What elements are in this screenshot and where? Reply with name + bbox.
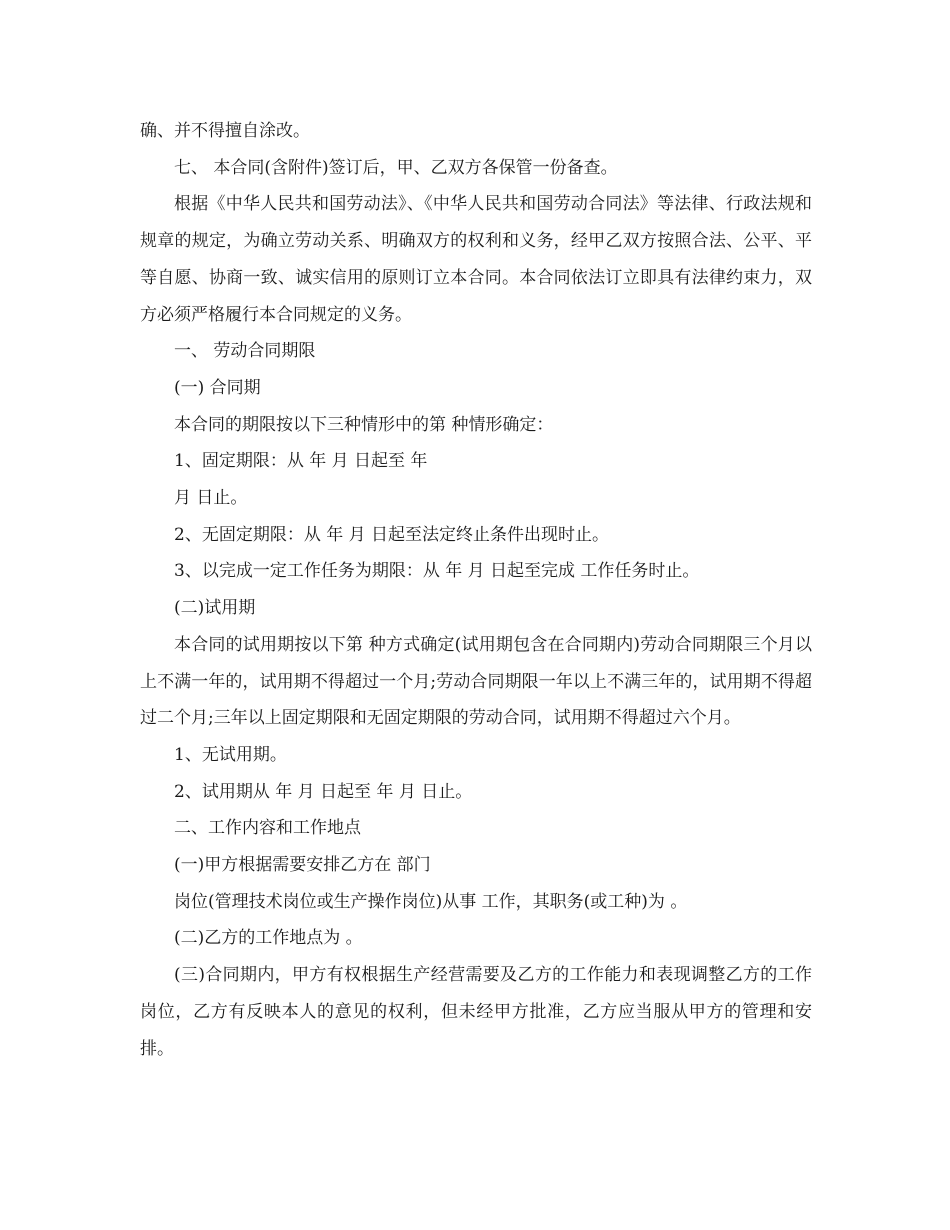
paragraph: (二)试用期 (174, 598, 256, 619)
paragraph: 一、 劳动合同期限 (174, 341, 316, 362)
paragraph: 本合同的试用期按以下第 种方式确定(试用期包含在合同期内)劳动合同期限三个月以上不满一年的，试用期不得超过一个月;劳动合同期限一年以上不满三年的，试用期不得超过二个月;三年以上固定期限和无固定期限的劳动合同，试用期不得超过六个月。 (140, 634, 812, 729)
paragraph: (二)乙方的工作地点为 。 (174, 928, 363, 949)
paragraph: 确、并不得擅自涂改。 (140, 121, 310, 141)
paragraph: 七、 本合同(含附件)签订后，甲、乙双方各保管一份备查。 (174, 157, 618, 178)
paragraph: 二、工作内容和工作地点 (174, 818, 361, 839)
paragraph: 根据《中华人民共和国劳动法》、《中华人民共和国劳动合同法》等法律、行政法规和规章的规定，为确立劳动关系、明确双方的权利和义务，经甲乙双方按照合法、公平、平等自愿、协商一致、诚实信用的原则订立本合同。本合同依法订立即具有法律约束力，双方必须严格履行本合同规定的义务。 (140, 194, 812, 325)
document-body (140, 113, 812, 1067)
paragraph: 3、以完成一定工作任务为期限：从 年 月 日起至完成 工作任务时止。 (174, 561, 700, 582)
paragraph: (一)甲方根据需要安排乙方在 部门 (174, 855, 431, 876)
paragraph: 2、无固定期限：从 年 月 日起至法定终止条件出现时止。 (174, 524, 610, 545)
paragraph: 本合同的期限按以下三种情形中的第 种情形确定： (174, 414, 554, 435)
paragraph: 岗位(管理技术岗位或生产操作岗位)从事 工作，其职务(或工种)为 。 (174, 891, 688, 912)
paragraph: (一) 合同期 (174, 377, 261, 398)
paragraph: 1、固定期限：从 年 月 日起至 年 (174, 451, 428, 472)
paragraph: (三)合同期内，甲方有权根据生产经营需要及乙方的工作能力和表现调整乙方的工作岗位，乙方有反映本人的意见的权利，但未经甲方批准，乙方应当服从甲方的管理和安排。 (140, 965, 812, 1059)
paragraph: 1、无试用期。 (174, 744, 287, 765)
paragraph: 2、试用期从 年 月 日起至 年 月 日止。 (174, 781, 473, 802)
paragraph: 月 日止。 (174, 488, 248, 509)
